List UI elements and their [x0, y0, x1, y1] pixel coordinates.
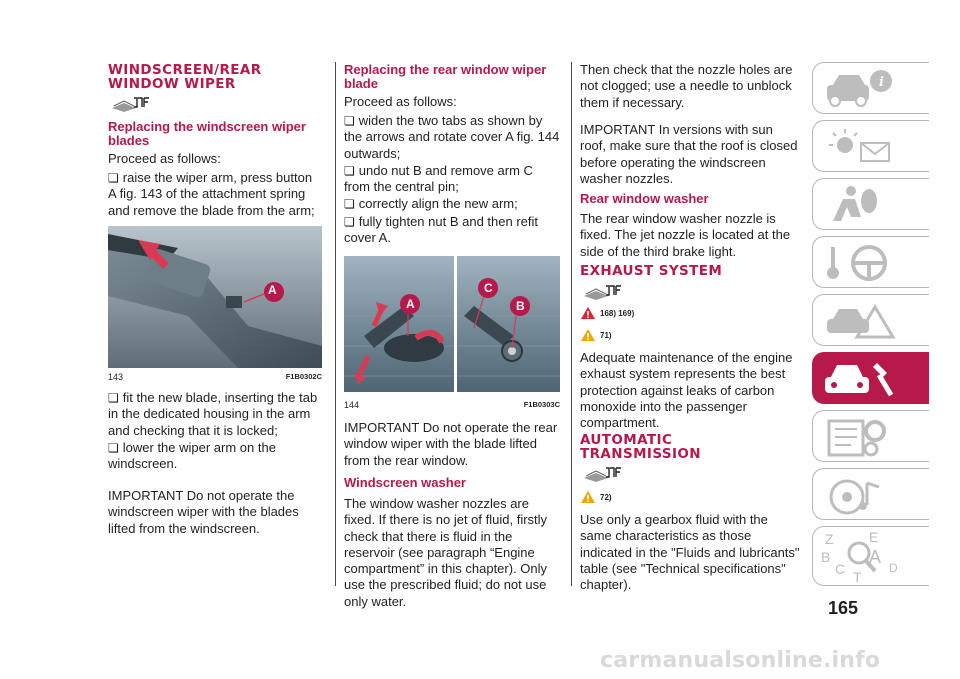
figure-number: 143 — [108, 372, 124, 382]
important-note: IMPORTANT Do not operate the rear window wiper with the blade lifted from the rear window. — [344, 420, 558, 468]
caution-ref-numbers: 71) — [600, 330, 612, 340]
caution-reference — [580, 490, 612, 504]
index-letter: D — [889, 561, 898, 575]
index-letter: Z — [825, 531, 834, 547]
step-text: ❏ raise the wiper arm, press button A fig. 143 of the attachment spring and remove the blade from the arm; — [108, 170, 322, 219]
book-reference-icon — [580, 282, 624, 302]
index-letter: T — [853, 569, 862, 585]
danger-reference — [580, 306, 634, 320]
tab-emergency[interactable] — [812, 294, 929, 346]
wiper-arm-illustration — [108, 226, 322, 368]
tab-starting-driving[interactable] — [812, 236, 929, 288]
starting-driving-icon — [821, 241, 901, 285]
watermark: carmanualsonline.info — [600, 648, 881, 673]
caution-icon — [580, 490, 596, 504]
caution-reference — [580, 328, 612, 342]
danger-ref-numbers: 168) 169) — [600, 308, 635, 318]
subheading-rear-washer: Rear window washer — [580, 191, 709, 206]
figure-caption — [344, 400, 560, 410]
figure-code: F1B0303C — [523, 400, 560, 409]
figure-number: 144 — [344, 400, 360, 410]
technical-data-icon — [821, 415, 901, 459]
tab-knowing-your-car[interactable] — [812, 62, 929, 114]
figure-143 — [108, 226, 322, 368]
subheading-rear-blade: Replacing the rear window wiper blade — [344, 62, 547, 91]
dashboard-lights-icon — [821, 125, 901, 169]
svg-text:i: i — [879, 75, 884, 90]
figure-144 — [344, 256, 560, 392]
figure-label-b: B — [516, 299, 525, 313]
tab-safety[interactable] — [812, 178, 929, 230]
multimedia-icon — [821, 473, 901, 517]
column-divider — [571, 62, 572, 586]
step-text: ❏ fully tighten nut B and then refit cover A. — [344, 214, 560, 247]
section-heading-wiper: WINDSCREEN/REAR WINDOW WIPER — [108, 62, 262, 92]
tab-index[interactable] — [812, 526, 929, 586]
figure-label-a: A — [406, 297, 415, 311]
index-letter: E — [869, 529, 879, 545]
nozzle-text: Then check that the nozzle holes are not clogged; use a needle to unblock them if necessary. — [580, 62, 793, 110]
important-note: IMPORTANT In versions with sun roof, make sure that the roof is closed before operating the windscreen washer nozzles. — [580, 122, 798, 186]
figure-code: F1B0302C — [285, 372, 322, 381]
step-text: ❏ lower the wiper arm on the windscreen. — [108, 440, 322, 473]
maintenance-icon — [821, 357, 901, 401]
page-number: 165 — [828, 598, 859, 618]
rear-wiper-illustration — [344, 256, 560, 392]
figure-label-a: A — [268, 283, 277, 297]
tab-maintenance[interactable] — [812, 352, 929, 404]
exhaust-text: Adequate maintenance of the engine exhaust system represents the best protection against leaks of carbon monoxide into the passenger compartment. — [580, 350, 793, 431]
step-text: ❏ fit the new blade, inserting the tab in the dedicated housing in the arm and checking that it is locked; — [108, 390, 322, 439]
tab-technical-data[interactable] — [812, 410, 929, 462]
subheading-windscreen-blades: Replacing the windscreen wiper blades — [108, 119, 306, 148]
safety-airbag-icon — [821, 183, 901, 227]
subheading-windscreen-washer: Windscreen washer — [344, 475, 466, 490]
column-divider — [335, 62, 336, 586]
emergency-icon — [821, 299, 901, 343]
car-info-icon — [821, 67, 901, 111]
washer-text: The window washer nozzles are fixed. If there is no jet of fluid, firstly check that there is fluid in the reservoir (see paragraph “Engine compartment” in this chapter). Only use the prescribed fluid; do not use only water. — [344, 496, 548, 609]
figure-label-c: C — [484, 281, 493, 295]
index-letter: B — [821, 549, 831, 565]
book-reference-icon — [580, 464, 624, 484]
caution-ref-numbers: 72) — [600, 492, 612, 502]
step-text: ❏ correctly align the new arm; — [344, 196, 560, 212]
section-heading-exhaust: EXHAUST SYSTEM — [580, 263, 723, 279]
rear-washer-text: The rear window washer nozzle is fixed. The jet nozzle is located at the side of the third brake light. — [580, 211, 791, 259]
book-reference-icon — [108, 94, 152, 114]
section-heading-transmission: AUTOMATIC TRANSMISSION — [580, 432, 701, 462]
tab-multimedia[interactable] — [812, 468, 929, 520]
index-letter: A — [869, 547, 882, 567]
caution-icon — [580, 328, 596, 342]
index-letter: C — [835, 561, 846, 577]
intro-text: Proceed as follows: — [344, 94, 457, 109]
intro-text: Proceed as follows: — [108, 151, 221, 166]
danger-icon — [580, 306, 596, 320]
step-text: ❏ undo nut B and remove arm C from the central pin; — [344, 163, 560, 196]
figure-caption — [108, 372, 322, 382]
step-text: ❏ widen the two tabs as shown by the arrows and rotate cover A fig. 144 outwards; — [344, 113, 560, 162]
tab-dashboard-lights[interactable] — [812, 120, 929, 172]
important-note: IMPORTANT Do not operate the windscreen wiper with the blades lifted from the windscreen. — [108, 488, 299, 536]
transmission-text: Use only a gearbox fluid with the same characteristics as those indicated in the "Fluids and lubricants" table (see "Technical specifications" chapter). — [580, 512, 800, 593]
